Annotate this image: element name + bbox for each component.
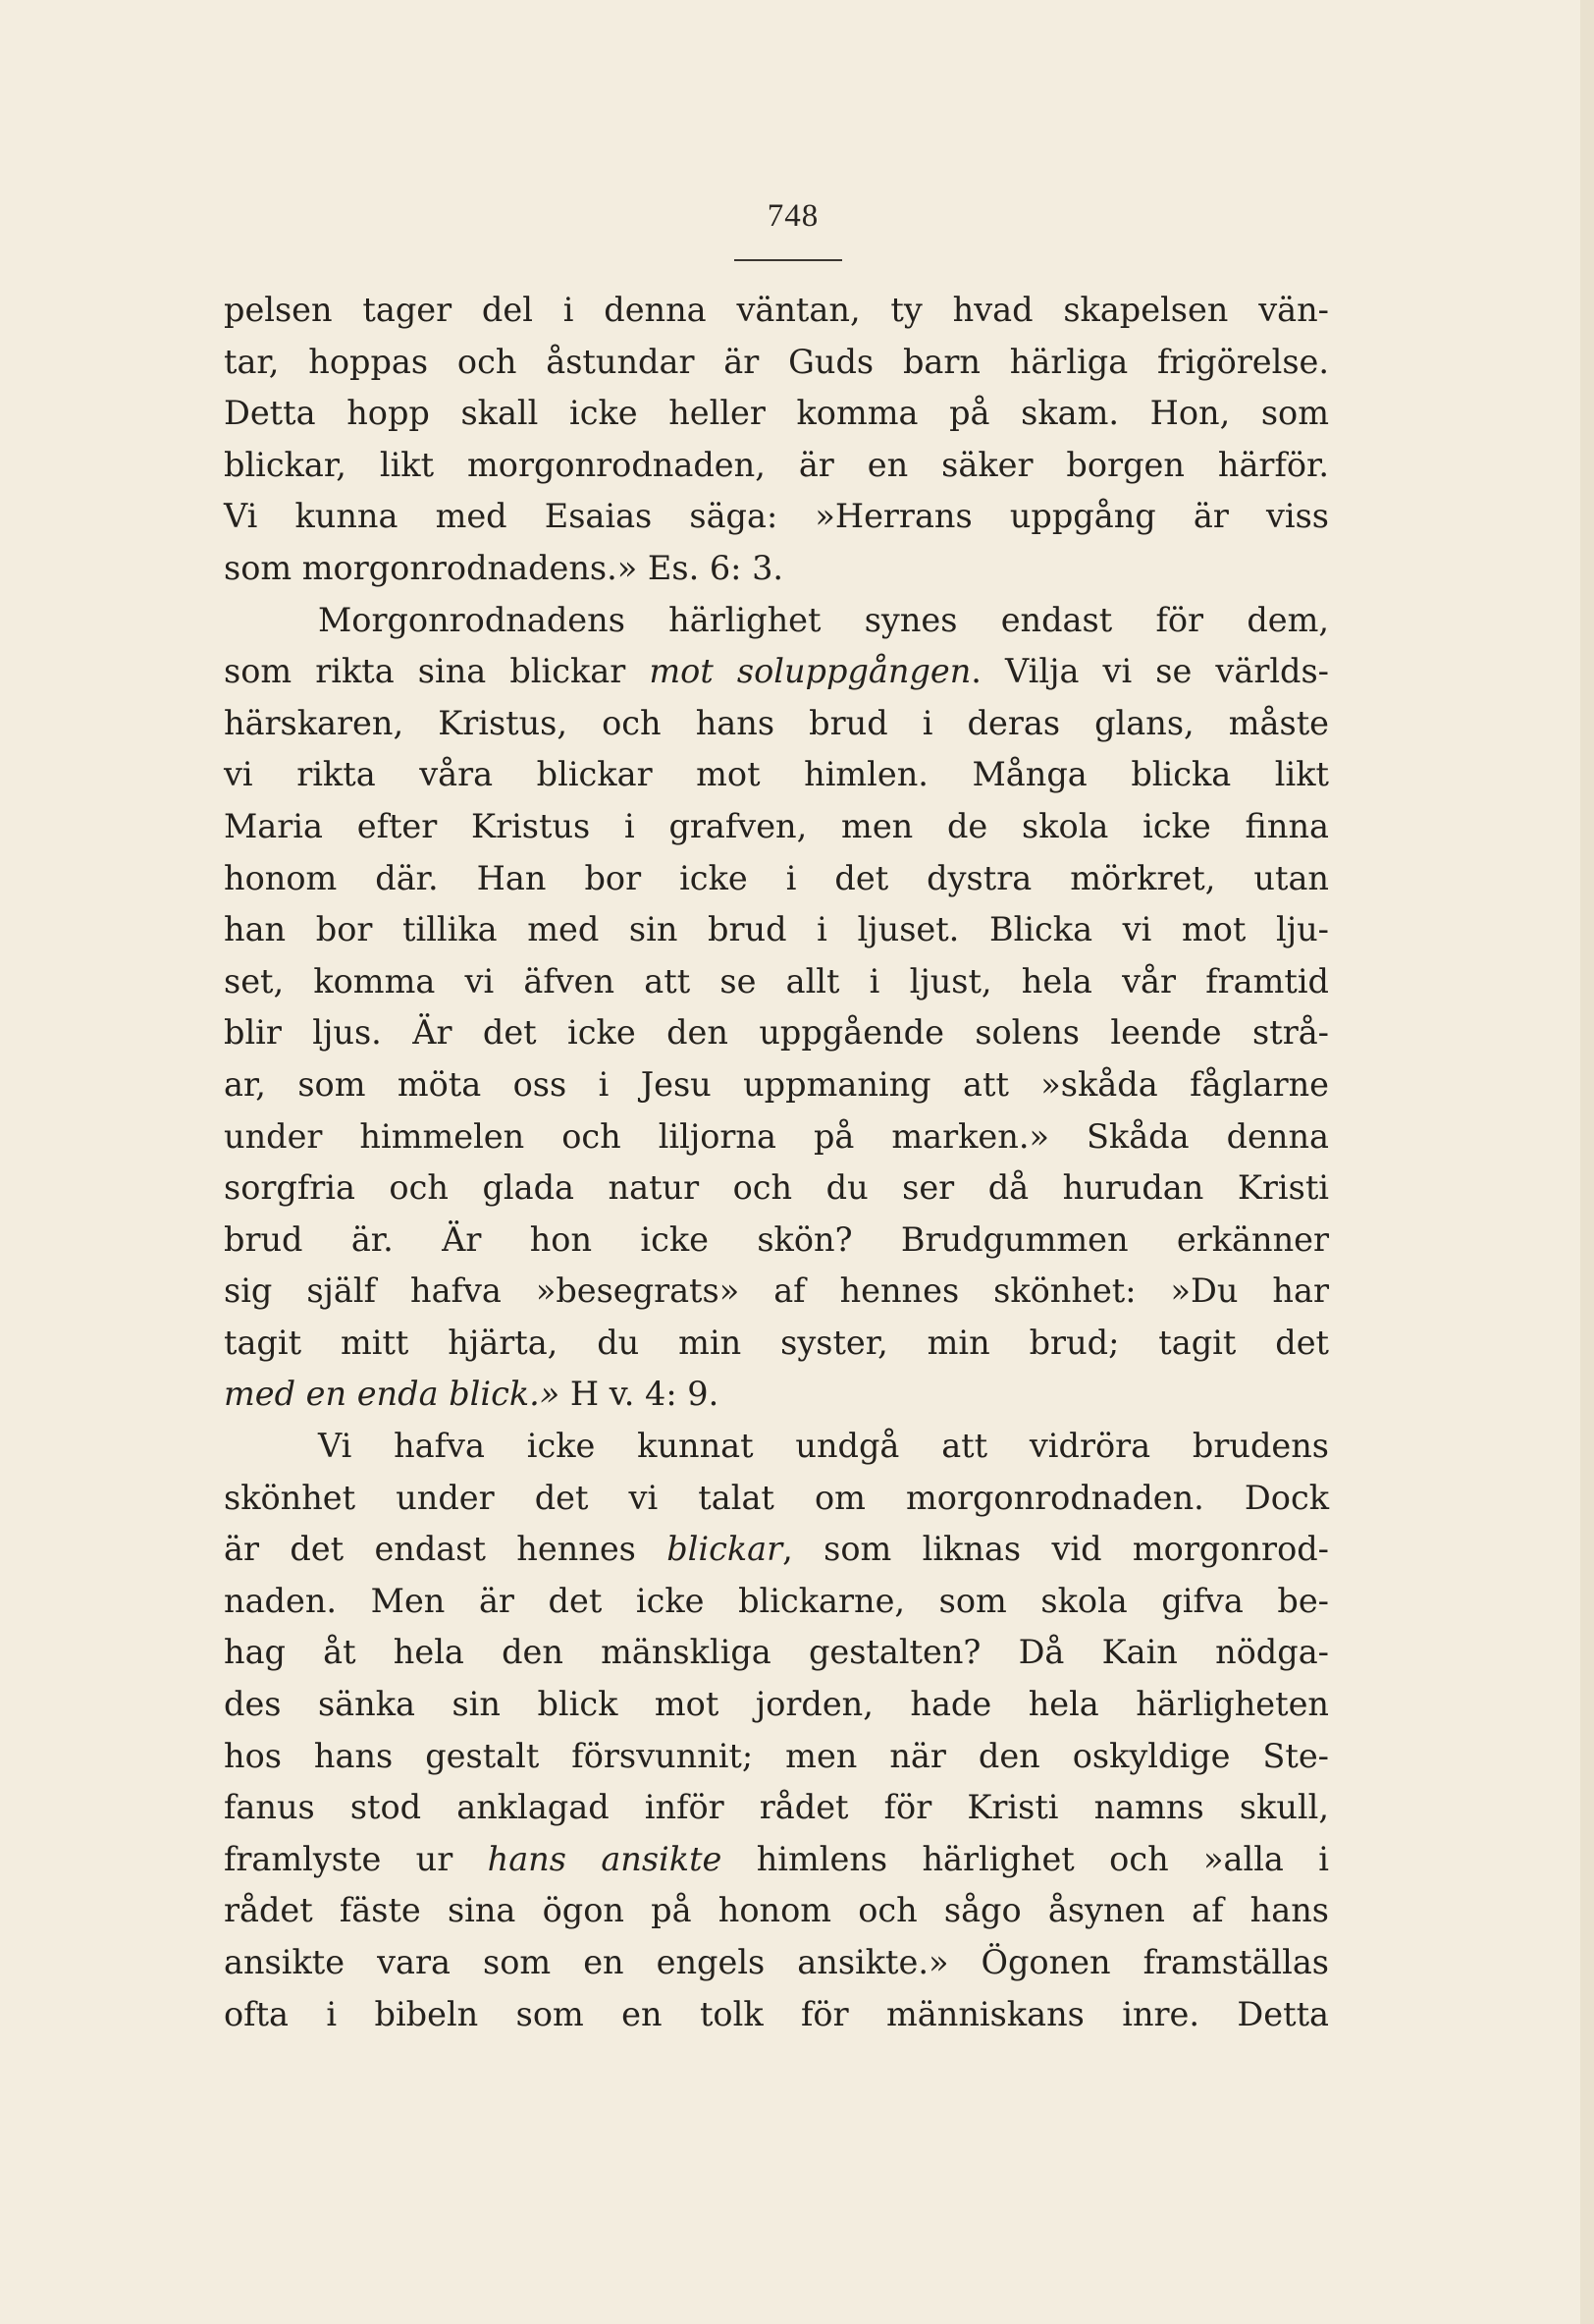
text-line	[224, 1679, 1329, 1731]
text-segment: sig själf hafva »besegrats» af hennes skönhet: »Du har	[224, 1271, 1329, 1311]
text-segment: tagit mitt hjärta, du min syster, min brud; tagit det	[224, 1323, 1329, 1362]
text-line	[224, 956, 1329, 1008]
text-segment: som rikta sina blickar	[224, 652, 650, 691]
italic-text: hans ansikte	[487, 1839, 722, 1878]
text-segment: ofta i bibeln som en tolk för människans inre. Detta	[224, 1994, 1329, 2033]
text-line	[224, 1318, 1329, 1370]
text-segment: . Vilja vi se världs-	[971, 652, 1330, 691]
text-segment: framlyste ur	[224, 1839, 488, 1878]
text-line	[224, 440, 1329, 492]
text-line	[224, 1111, 1329, 1163]
text-segment: hos hans gestalt försvunnit; men när den oskyldige Ste-	[224, 1736, 1329, 1775]
text-line	[224, 749, 1329, 801]
text-line	[224, 1885, 1329, 1937]
text-segment: H v. 4: 9.	[559, 1375, 719, 1414]
text-segment: under himmelen och liljorna på marken.» Skåda denna	[224, 1116, 1329, 1156]
text-segment: som morgonrodnadens.» Es. 6: 3.	[224, 548, 784, 587]
text-line	[224, 1782, 1329, 1834]
text-segment: han bor tillika med sin brud i ljuset. Blicka vi mot lju-	[224, 910, 1329, 949]
text-line	[224, 1369, 1329, 1421]
text-segment: Detta hopp skall icke heller komma på skam. Hon, som	[224, 394, 1329, 433]
text-segment: des sänka sin blick mot jorden, hade hela härligheten	[224, 1685, 1329, 1724]
text-line	[224, 1524, 1329, 1576]
text-line	[224, 595, 1329, 647]
body-text	[224, 285, 1329, 2040]
text-segment: hag åt hela den mänskliga gestalten? Då Kain nödga-	[224, 1633, 1329, 1672]
text-line	[224, 285, 1329, 337]
text-segment: pelsen tager del i denna väntan, ty hvad skapelsen vän-	[224, 291, 1329, 329]
text-segment: Vi hafva icke kunnat undgå att vidröra brudens	[318, 1427, 1329, 1466]
text-segment: ansikte vara som en engels ansikte.» Ögonen framställas	[224, 1943, 1329, 1981]
text-line	[224, 904, 1329, 956]
text-segment: honom där. Han bor icke i det dystra mörkret, utan	[224, 858, 1329, 897]
text-line	[224, 1162, 1329, 1215]
text-line	[224, 698, 1329, 750]
italic-text: mot soluppgången	[649, 652, 972, 691]
text-line	[224, 1627, 1329, 1679]
text-segment: rådet fäste sina ögon på honom och sågo åsynen af hans	[224, 1891, 1329, 1930]
text-segment: himlens härlighet och »alla i	[721, 1839, 1329, 1878]
text-segment: set, komma vi äfven att se allt i ljust, hela vår framtid	[224, 961, 1329, 1000]
text-line	[224, 853, 1329, 905]
text-segment: fanus stod anklagad inför rådet för Kristi namns skull,	[224, 1788, 1329, 1827]
text-line	[224, 1473, 1329, 1525]
page-number: 748	[767, 198, 820, 234]
text-line	[224, 801, 1329, 853]
text-segment: ar, som möta oss i Jesu uppmaning att »skåda fåglarne	[224, 1064, 1329, 1104]
text-segment: Morgonrodnadens härlighet synes endast för dem,	[318, 600, 1329, 639]
text-segment: sorgfria och glada natur och du ser då hurudan Kristi	[224, 1168, 1329, 1208]
text-line	[224, 1834, 1329, 1886]
text-line	[224, 1007, 1329, 1059]
text-segment: naden. Men är det icke blickarne, som skola gifva be-	[224, 1581, 1329, 1620]
text-segment: blickar, likt morgonrodnaden, är en säker borgen härför.	[224, 445, 1329, 484]
text-line	[224, 1215, 1329, 1267]
text-segment: Maria efter Kristus i grafven, men de skola icke finna	[224, 806, 1329, 845]
text-segment: härskaren, Kristus, och hans brud i deras glans, måste	[224, 703, 1329, 742]
text-segment: , som liknas vid morgonrod-	[782, 1530, 1329, 1569]
text-line	[224, 337, 1329, 389]
text-line	[224, 1421, 1329, 1473]
italic-text: med en enda blick.»	[224, 1375, 560, 1414]
page-edge	[1580, 0, 1594, 2324]
text-line	[224, 388, 1329, 440]
text-line	[224, 1731, 1329, 1783]
page-number-rule	[734, 259, 842, 261]
text-segment: skönhet under det vi talat om morgonrodnaden. Dock	[224, 1478, 1329, 1517]
text-line	[224, 1059, 1329, 1111]
text-segment: brud är. Är hon icke skön? Brudgummen erkänner	[224, 1219, 1329, 1259]
text-segment: Vi kunna med Esaias säga: »Herrans uppgång är viss	[224, 497, 1329, 536]
text-segment: tar, hoppas och åstundar är Guds barn härliga frigörelse.	[224, 342, 1329, 381]
text-line	[224, 543, 1329, 595]
text-segment: blir ljus. Är det icke den uppgående solens leende strå-	[224, 1013, 1329, 1053]
text-line	[224, 1989, 1329, 2041]
text-line	[224, 1576, 1329, 1628]
text-segment: är det endast hennes	[224, 1530, 667, 1569]
text-line	[224, 646, 1329, 698]
text-line	[224, 491, 1329, 543]
italic-text: blickar	[666, 1530, 783, 1569]
text-line	[224, 1266, 1329, 1318]
text-line	[224, 1937, 1329, 1989]
text-segment: vi rikta våra blickar mot himlen. Många blicka likt	[224, 755, 1329, 794]
